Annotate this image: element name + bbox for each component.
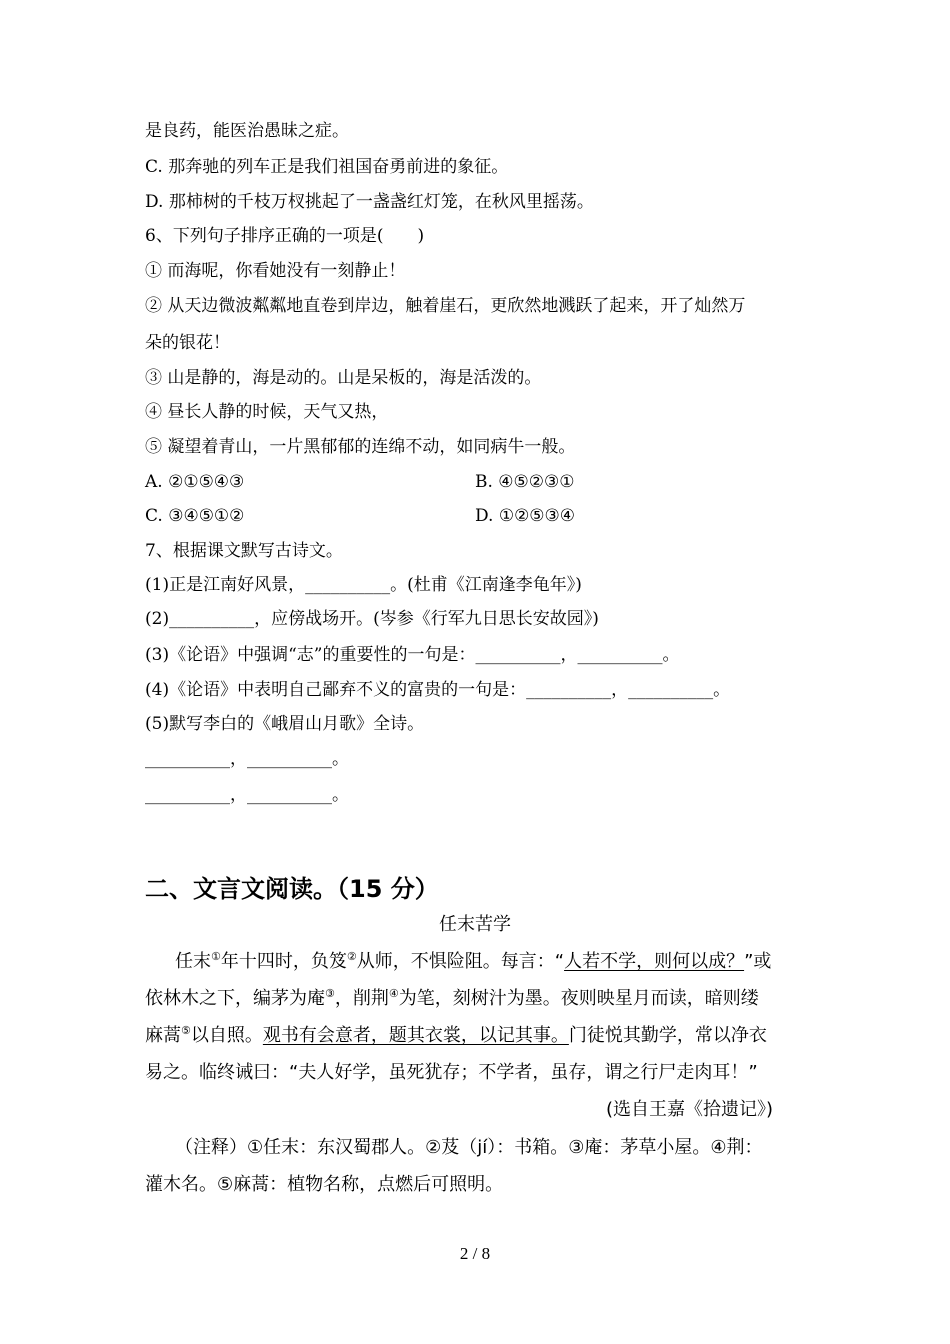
choice-b: B. ④⑤②③① — [475, 472, 575, 492]
option-c-line: C. 那奔驰的列车正是我们祖国奋勇前进的象征。 — [145, 157, 509, 177]
passage-text: ”或 — [744, 951, 772, 972]
option-d-line: D. 那柿树的千枝万杈挑起了一盏盏红灯笼，在秋风里摇荡。 — [145, 192, 594, 212]
passage-source: (选自王嘉《拾遗记》) — [606, 1099, 774, 1120]
section-heading: 二、文言文阅读。（15 分） — [145, 875, 439, 903]
q7-blank-line-1: __________，__________。 — [145, 749, 349, 769]
passage-text: 门徒悦其勤学，常以净衣 — [568, 1025, 767, 1046]
underlined-sentence: 人若不学，则何以成？ — [564, 951, 745, 972]
passage-text: 任末 — [175, 951, 211, 972]
q7-item-4: (4)《论语》中表明自己鄙弃不义的富贵的一句是：__________，__________。 — [145, 680, 731, 700]
sentence-1: ① 而海呢，你看她没有一刻静止！ — [145, 261, 406, 281]
q7-item-2: (2)__________，应傍战场开。(岑参《行军九日思长安故园》) — [145, 609, 599, 629]
passage-text: 为笔，刻树汁为墨。夜则映星月而读，暗则缕 — [398, 988, 759, 1009]
note-ref: ④ — [388, 987, 399, 1000]
passage-line-2 — [145, 988, 759, 1010]
text-line: 是良药，能医治愚昧之症。 — [145, 121, 349, 141]
passage-title: 任末苦学 — [439, 914, 511, 935]
note-ref: ③ — [325, 987, 335, 1000]
q7-item-3: (3)《论语》中强调“志”的重要性的一句是：__________，__________。 — [145, 645, 680, 665]
question-7-title: 7、根据课文默写古诗文。 — [145, 541, 343, 561]
choice-a: A. ②①⑤④③ — [145, 472, 245, 492]
sentence-3: ③ 山是静的，海是动的。山是呆板的，海是活泼的。 — [145, 368, 542, 388]
passage-text: 以自照。 — [190, 1025, 263, 1046]
q7-item-5: (5)默写李白的《峨眉山月歌》全诗。 — [145, 714, 425, 734]
passage-line-1 — [175, 951, 771, 973]
note-ref: ⑤ — [181, 1024, 191, 1037]
passage-text: 依林木之下，编茅为庵 — [145, 988, 325, 1009]
passage-text: 年十四时，负笈 — [220, 951, 347, 972]
choice-c: C. ③④⑤①② — [145, 506, 245, 526]
question-6-title: 6、下列句子排序正确的一项是( ) — [145, 226, 425, 246]
sentence-5: ⑤ 凝望着青山，一片黑郁郁的连绵不动，如同病牛一般。 — [145, 437, 576, 457]
passage-text: 麻蒿 — [145, 1025, 181, 1046]
note-ref: ① — [211, 950, 221, 963]
passage-line-4: 易之。临终诫曰：“夫人好学，虽死犹存；不学者，虽存，谓之行尸走肉耳！” — [145, 1062, 758, 1083]
q7-blank-line-2: __________，__________。 — [145, 785, 349, 805]
passage-text: ，削荆 — [334, 988, 389, 1009]
sentence-4: ④ 昼长人静的时候，天气又热， — [145, 402, 389, 422]
note-ref: ② — [346, 950, 357, 963]
choice-d: D. ①②⑤③④ — [475, 506, 576, 526]
q7-item-1: (1)正是江南好风景，__________。(杜甫《江南逢李龟年》) — [145, 575, 582, 595]
passage-line-3 — [145, 1025, 767, 1047]
sentence-2-cont: 朵的银花！ — [145, 333, 230, 353]
page-number: 2 / 8 — [459, 1244, 491, 1263]
sentence-2: ② 从天边微波粼粼地直卷到岸边，触着崖石，更欣然地溅跃了起来，开了灿然万 — [145, 296, 746, 316]
underlined-sentence: 观书有会意者，题其衣裳，以记其事。 — [262, 1025, 569, 1046]
notes-line-2: 灌木名。⑤麻蒿：植物名称，点燃后可照明。 — [145, 1174, 504, 1195]
notes-line-1: （注释）①任末：东汉蜀郡人。②芨（jí）：书箱。③庵：茅草小屋。④荆： — [175, 1137, 763, 1158]
passage-text: 从师，不惧险阻。每言：“ — [356, 951, 565, 972]
